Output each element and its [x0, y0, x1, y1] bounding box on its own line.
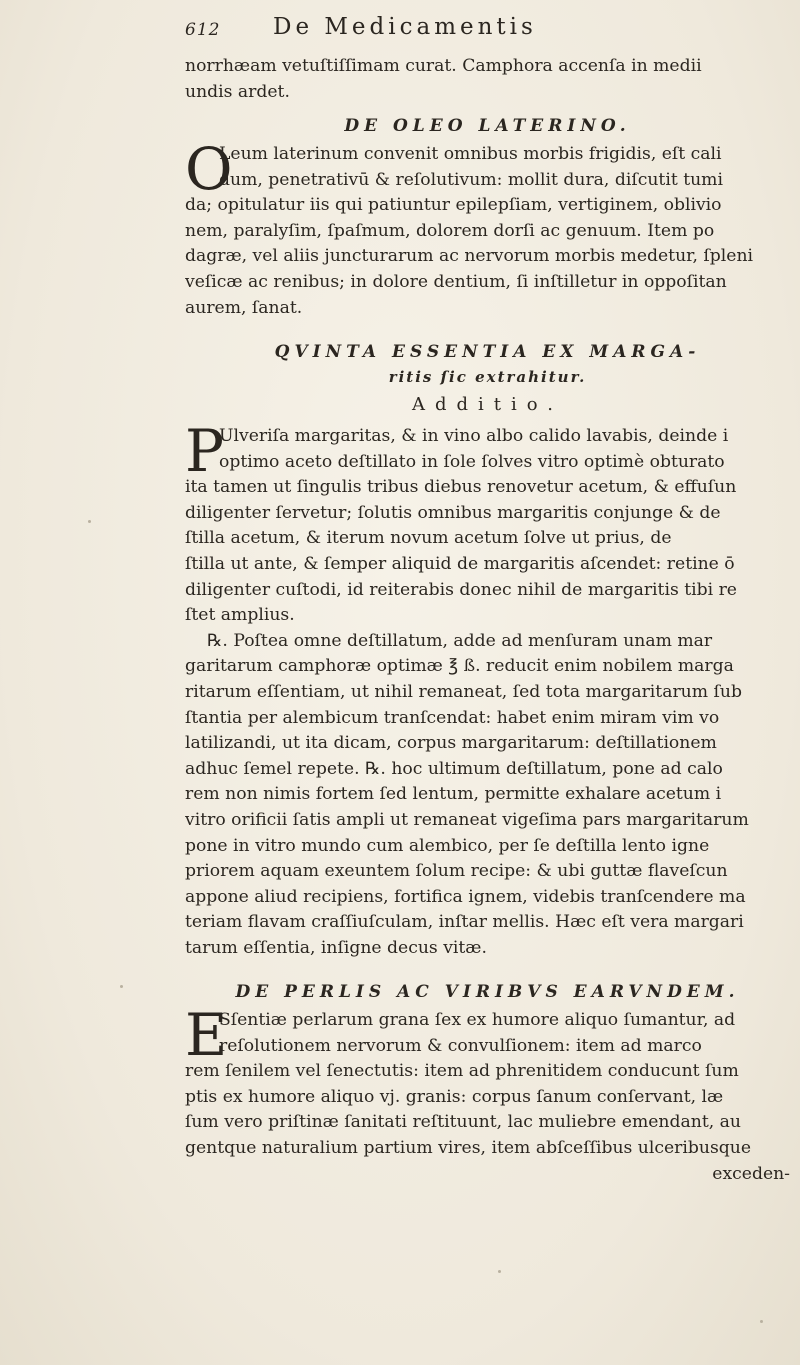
text-line: diligenter cuſtodi, id reiterabis donec nihil de margaritis tibi re: [185, 579, 737, 600]
text-line: diligenter ſervetur; ſolutis omnibus margaritis conjunge & de: [185, 502, 721, 523]
catchword: exceden-: [712, 1163, 790, 1184]
text-line: appone aliud recipiens, fortifica ignem, videbis tranſcendere ma: [185, 886, 746, 907]
section-heading-de-perlis: DE PERLIS AC VIRIBVS EARVNDEM.: [235, 982, 740, 1002]
text-line: dum, penetrativū & reſolutivum: mollit dura, diſcutit tumi: [219, 169, 723, 190]
text-line: vitro orificii ſatis ampli ut remaneat vigeſima pars margaritarum: [185, 809, 749, 830]
text-line: garitarum camphoræ optimæ ℥ ß. reducit enim nobilem marga: [185, 656, 734, 677]
text-line: teriam flavam craſſiuſculam, inſtar mellis. Hæc eſt vera margari: [185, 912, 744, 933]
intro-paragraph: [185, 54, 790, 105]
additio-label: Additio.: [411, 394, 564, 415]
text-line: Ulveriſa margaritas, & in vino albo calido lavabis, deinde i: [219, 426, 729, 446]
text-line: latilizandi, ut ita dicam, corpus margaritarum: deſtillationem: [185, 733, 717, 754]
paragraph-quinta-essentia: [185, 417, 790, 961]
text-line: ſtantia per alembicum tranſcendat: habet enim miram vim vo: [185, 707, 720, 728]
paragraph-oleo-laterino: [185, 135, 790, 321]
text-line: gentque naturalium partium vires, item abſceſſibus ulceribusque: [185, 1137, 752, 1158]
text-line: norrhæam vetuſtiſſimam curat. Camphora accenſa in medii: [185, 56, 702, 76]
text-line: optimo aceto deſtillato in ſole ſolves vitro optimè obturato: [219, 451, 725, 472]
text-line: adhuc ſemel repete. ℞. hoc ultimum deſtillatum, pone ad calo: [185, 758, 723, 779]
section-subheading: ritis ſic extrahitur.: [388, 368, 587, 386]
text-line: ſtilla ut ante, & ſemper aliquid de margaritis aſcendet: retine ō: [185, 553, 735, 574]
text-line: undis ardet.: [185, 81, 290, 102]
paper-speck: [88, 520, 91, 523]
text-line: Leum laterinum convenit omnibus morbis frigidis, eſt cali: [219, 144, 722, 164]
section-heading-quinta-essentia: QVINTA ESSENTIA EX MARGA-: [274, 342, 701, 362]
drop-cap: E: [185, 1001, 228, 1069]
text-line: aurem, ſanat.: [185, 297, 303, 318]
text-line: ℞. Poſtea omne deſtillatum, adde ad menſuram unam mar: [207, 630, 713, 651]
text-line: pone in vitro mundo cum alembico, per ſe deſtilla lento igne: [185, 835, 710, 856]
text-line: nem, paralyſim, ſpaſmum, dolorem dorſi ac genuum. Item po: [185, 220, 715, 241]
text-line: rem non nimis fortem ſed lentum, permitte exhalare acetum i: [185, 784, 722, 805]
paper-speck: [120, 985, 123, 988]
text-line: rem ſenilem vel ſenectutis: item ad phrenitidem conducunt ſum: [185, 1061, 739, 1082]
drop-cap: P: [185, 417, 225, 485]
section-heading-oleo-laterino: DE OLEO LATERINO.: [344, 116, 631, 136]
text-line: ſtet amplius.: [185, 605, 295, 626]
page-header: [185, 14, 785, 48]
running-head: De Medicamentis: [273, 14, 537, 40]
text-line: Sſentiæ perlarum grana ſex ex humore aliquo ſumantur, ad: [219, 1010, 736, 1030]
text-line: ita tamen ut ſingulis tribus diebus renovetur acetum, & effuſun: [185, 477, 737, 498]
text-line: ſum vero priſtinæ ſanitati reſtituunt, lac muliebre emendant, au: [185, 1112, 741, 1133]
drop-cap: O: [185, 135, 233, 203]
text-line: ritarum eſſentiam, ut nihil remaneat, ſed tota margaritarum ſub: [185, 681, 742, 702]
text-line: veſicæ ac renibus; in dolore dentium, ſi inſtilletur in oppoſitan: [185, 271, 727, 292]
paragraph-de-perlis: [185, 1001, 790, 1187]
page-number: 612: [185, 20, 221, 40]
paper-speck: [498, 1270, 501, 1273]
text-line: tarum eſſentia, inſigne decus vitæ.: [185, 937, 487, 958]
text-line: ptis ex humore aliquo vj. granis: corpus ſanum conſervant, læ: [185, 1086, 724, 1107]
text-line: ſtilla acetum, & iterum novum acetum ſolve ut prius, de: [185, 528, 672, 549]
text-line: reſolutionem nervorum & convulſionem: item ad marco: [219, 1035, 702, 1056]
text-line: da; opitulatur iis qui patiuntur epilepſiam, vertiginem, oblivio: [185, 195, 722, 216]
text-line: priorem aquam exeuntem ſolum recipe: & ubi guttæ flaveſcun: [185, 861, 728, 882]
text-line: dagræ, vel aliis juncturarum ac nervorum morbis medetur, ſpleni: [185, 246, 754, 267]
paper-speck: [760, 1320, 763, 1323]
